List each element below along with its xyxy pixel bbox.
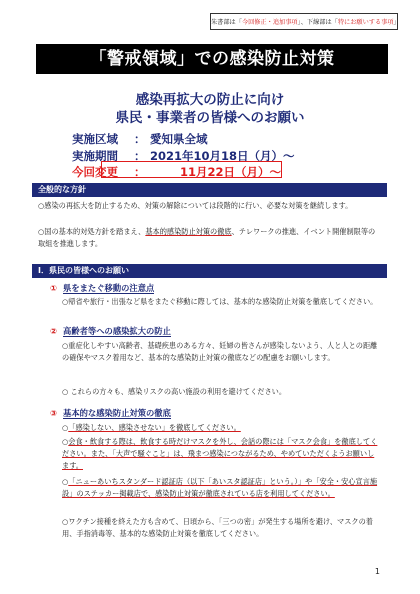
underlined-text: 「感染しない、感染させない」を徹底してください。: [68, 423, 241, 432]
item-1-heading: [50, 282, 154, 294]
item-title: 基本的な感染防止対策の徹底: [63, 408, 171, 418]
item-3-line-1: ○「感染しない、感染させない」を徹底してください。: [62, 423, 241, 432]
area-row: [72, 131, 208, 147]
note-text: 」、下線部は「: [297, 19, 338, 26]
item-3-line-3: ○「ニューあいちスタンダード認証店（以下「あいスタ認証店」という。）」や「安全・安心宣言施設」のステッカー掲載店で、感染防止対策が徹底されている店を利用してください。: [62, 477, 378, 498]
underlined-text: 基本的感染防止対策の徹底: [145, 227, 232, 236]
section-heading-general: 全般的な方針: [32, 183, 387, 197]
note-red-text: 特にお願いする事項: [337, 19, 394, 26]
legend-note: [210, 13, 398, 30]
change-value: 11月22日（月）〜: [180, 165, 282, 179]
note-text: 朱書部は「: [211, 19, 242, 26]
change-label: 今回変更: [72, 165, 118, 179]
item-title: 県をまたぐ移動の注意点: [63, 283, 155, 293]
subtitle-line-1: 感染再拡大の防止に向け: [135, 92, 285, 108]
item-2-heading: [50, 325, 171, 337]
item-3-line-4: ○ワクチン接種を終えた方も含めて、日頃から、「三つの密」が発生する場所を避け、マスクの着用、手指消毒等、基本的な感染防止対策を徹底してください。: [62, 517, 373, 538]
colon: ：: [134, 149, 146, 163]
note-text: 」: [393, 19, 400, 26]
item-2-text-1: ○重症化しやすい高齢者、基礎疾患のある方々、妊婦の皆さんが感染しないよう、人と人との距離の確保やマスク着用など、基本的な感染防止対策の徹底などの配慮をお願いします。: [62, 341, 378, 362]
underlined-text: 会食・飲食する際は、飲食する時だけマスクを外し、会話の際には「マスク会食」を徹底してください。また、「大声で騒ぐこと」は、飛まつ感染につながるため、やめていただくようお願いします。: [62, 437, 378, 470]
item-3-heading: [50, 407, 171, 419]
item-number: ③: [50, 408, 58, 418]
item-1-text: ○帰省や旅行・出張など県をまたぐ移動に際しては、基本的な感染防止対策を徹底してください。: [62, 297, 378, 306]
underlined-text: 「ニューあいちスタンダード認証店（以下「あいスタ認証店」という。）」や「安全・安心宣言施設」のステッカー掲載店で、感染防止対策が徹底されている店を利用してください。: [62, 477, 378, 498]
general-paragraph-2: [38, 226, 378, 250]
item-title: 高齢者等への感染拡大の防止: [63, 326, 171, 336]
colon: ：: [134, 132, 146, 146]
item-3-line-2: ○会食・飲食する際は、飲食する時だけマスクを外し、会話の際には「マスク会食」を徹底してください。また、「大声で騒ぐこと」は、飛まつ感染につながるため、やめていただくようお願いします。: [62, 437, 378, 470]
item-number: ①: [50, 283, 58, 293]
note-red-text: 今回修正・追加事項: [241, 19, 298, 26]
paragraph-text: ○国の基本的対処方針を踏まえ、: [38, 227, 146, 236]
general-paragraph-1: ○感染の再拡大を防止するため、対策の解除については段階的に行い、必要な対策を継続します。: [38, 201, 353, 210]
colon: ：: [134, 165, 146, 179]
page-title: 「警戒領域」での感染防止対策: [36, 44, 388, 74]
page-number: 1: [374, 567, 380, 576]
period-label: 実施期間: [72, 149, 118, 163]
paragraph-text: 、テレワークの推進、イベント開催制限等の取組を推進します。: [38, 227, 376, 248]
change-row: [72, 164, 281, 180]
section-heading-citizens: Ⅰ．県民の皆様へのお願い: [32, 264, 387, 278]
period-value: 2021年10月18日（月）〜: [150, 149, 295, 163]
item-number: ②: [50, 326, 58, 336]
item-2-text-2: ○ これらの方々も、感染リスクの高い施設の利用を避けてください。: [62, 387, 287, 396]
subtitle-line-2: 県民・事業者の皆様へのお願い: [115, 110, 305, 126]
area-value: 愛知県全域: [150, 132, 208, 146]
area-label: 実施区域: [72, 132, 118, 146]
